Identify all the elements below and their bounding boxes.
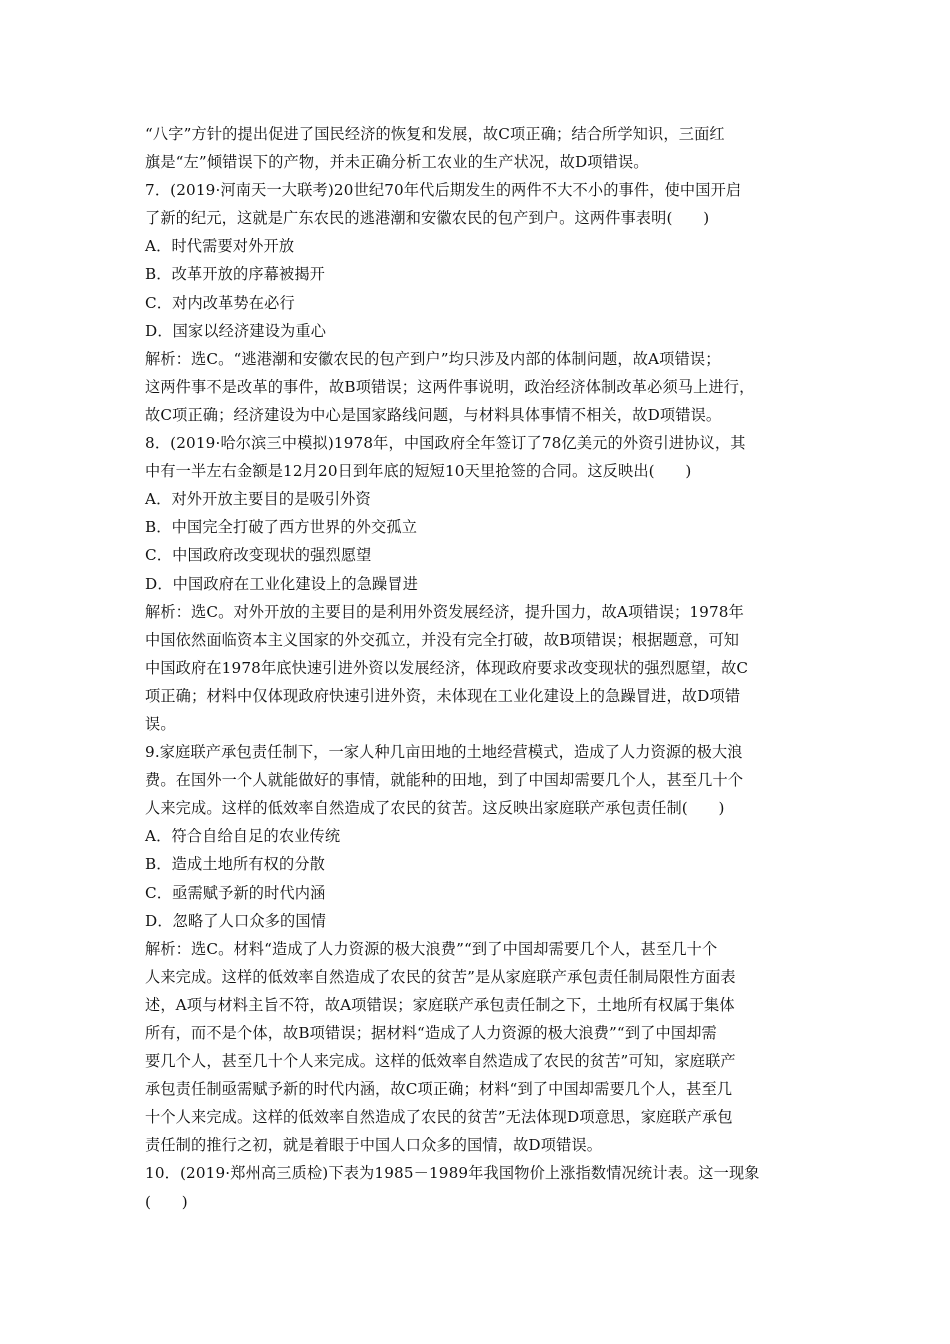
q9-option-a: A．符合自给自足的农业传统 <box>145 827 341 846</box>
q9-analysis-line-4: 所有，而不是个体，故B项错误；据材料“造成了人力资源的极大浪费”“到了中国却需 <box>145 1024 717 1042</box>
q9-stem-line-3: 人来完成。这样的低效率自然造成了农民的贫苦。这反映出家庭联产承包责任制( ) <box>145 799 725 818</box>
q8-stem-line-2: 中有一半左右金额是12月20日到年底的短短10天里抢签的合同。这反映出( ) <box>145 462 692 481</box>
q8-analysis-line-5: 误。 <box>145 714 176 733</box>
q7-stem-line-1: 7．(2019·河南天一大联考)20世纪70年代后期发生的两件不大不小的事件，使中国开启 <box>145 181 742 200</box>
q7-option-c: C．对内改革势在必行 <box>145 293 295 312</box>
q8-option-a: A．对外开放主要目的是吸引外资 <box>145 490 371 509</box>
q8-stem-line-1: 8．(2019·哈尔滨三中模拟)1978年，中国政府全年签订了78亿美元的外资引进协议，其 <box>145 434 746 453</box>
q9-analysis-line-7: 十个人来完成。这样的低效率自然造成了农民的贫苦”无法体现D项意思，家庭联产承包 <box>145 1108 733 1127</box>
q8-option-d: D．中国政府在工业化建设上的急躁冒进 <box>145 574 419 593</box>
q9-analysis-line-3: 述，A项与材料主旨不符，故A项错误；家庭联产承包责任制之下，土地所有权属于集体 <box>145 995 735 1014</box>
q8-option-c: C．中国政府改变现状的强烈愿望 <box>145 546 372 565</box>
q7-option-d: D．国家以经济建设为重心 <box>145 321 327 340</box>
q8-analysis-line-4: 项正确；材料中仅体现政府快速引进外资，未体现在工业化建设上的急躁冒进，故D项错 <box>145 686 741 705</box>
q8-analysis-line-3: 中国政府在1978年底快速引进外资以发展经济，体现政府要求改变现状的强烈愿望，故C <box>145 658 749 677</box>
q7-option-b: B．改革开放的序幕被揭开 <box>145 265 326 284</box>
q8-analysis-line-2: 中国依然面临资本主义国家的外交孤立，并没有完全打破，故B项错误；根据题意，可知 <box>145 630 740 649</box>
q7-analysis-line-2: 这两件事不是改革的事件，故B项错误；这两件事说明，政治经济体制改革必须马上进行， <box>145 377 755 396</box>
q9-stem-line-1: 9.家庭联产承包责任制下，一家人种几亩田地的土地经营模式，造成了人力资源的极大浪 <box>145 743 743 762</box>
q9-option-b: B．造成土地所有权的分散 <box>145 855 326 874</box>
q7-option-a: A．时代需要对外开放 <box>145 237 295 256</box>
q9-analysis-line-8: 责任制的推行之初，就是着眼于中国人口众多的国情，故D项错误。 <box>145 1136 603 1155</box>
q9-option-d: D．忽略了人口众多的国情 <box>145 911 327 930</box>
q6-analysis-line-1: “八字”方针的提出促进了国民经济的恢复和发展，故C项正确；结合所学知识，三面红 <box>145 125 725 143</box>
q9-analysis-line-5: 要几个人，甚至几十个人来完成。这样的低效率自然造成了农民的贫苦”可知，家庭联产 <box>145 1052 736 1071</box>
q8-option-b: B．中国完全打破了西方世界的外交孤立 <box>145 518 418 537</box>
q10-stem-line-2: ( ) <box>145 1192 188 1211</box>
q6-analysis-line-2: 旗是“左”倾错误下的产物，并未正确分析工农业的生产状况，故D项错误。 <box>145 153 649 172</box>
document-page <box>145 120 810 1216</box>
q9-option-c: C．亟需赋予新的时代内涵 <box>145 883 326 902</box>
q7-stem-line-2: 了新的纪元，这就是广东农民的逃港潮和安徽农民的包产到户。这两件事表明( ) <box>145 209 710 228</box>
q7-analysis-line-1: 解析：选C。“逃港潮和安徽农民的包产到户”均只涉及内部的体制问题，故A项错误； <box>145 349 721 368</box>
q7-analysis-line-3: 故C项正确；经济建设为中心是国家路线问题，与材料具体事情不相关，故D项错误。 <box>145 405 722 424</box>
q9-stem-line-2: 费。在国外一个人就能做好的事情，就能种的田地，到了中国却需要几个人，甚至几十个 <box>145 771 744 790</box>
q10-stem-line-1: 10．(2019·郑州高三质检)下表为1985－1989年我国物价上涨指数情况统计表。这一现象 <box>145 1164 760 1183</box>
q9-analysis-line-1: 解析：选C。材料“造成了人力资源的极大浪费”“到了中国却需要几个人，甚至几十个 <box>145 939 718 958</box>
q8-analysis-line-1: 解析：选C。对外开放的主要目的是利用外资发展经济，提升国力，故A项错误；1978年 <box>145 602 744 621</box>
q9-analysis-line-2: 人来完成。这样的低效率自然造成了农民的贫苦”是从家庭联产承包责任制局限性方面表 <box>145 967 736 986</box>
q9-analysis-line-6: 承包责任制亟需赋予新的时代内涵，故C项正确；材料“到了中国却需要几个人，甚至几 <box>145 1080 733 1099</box>
